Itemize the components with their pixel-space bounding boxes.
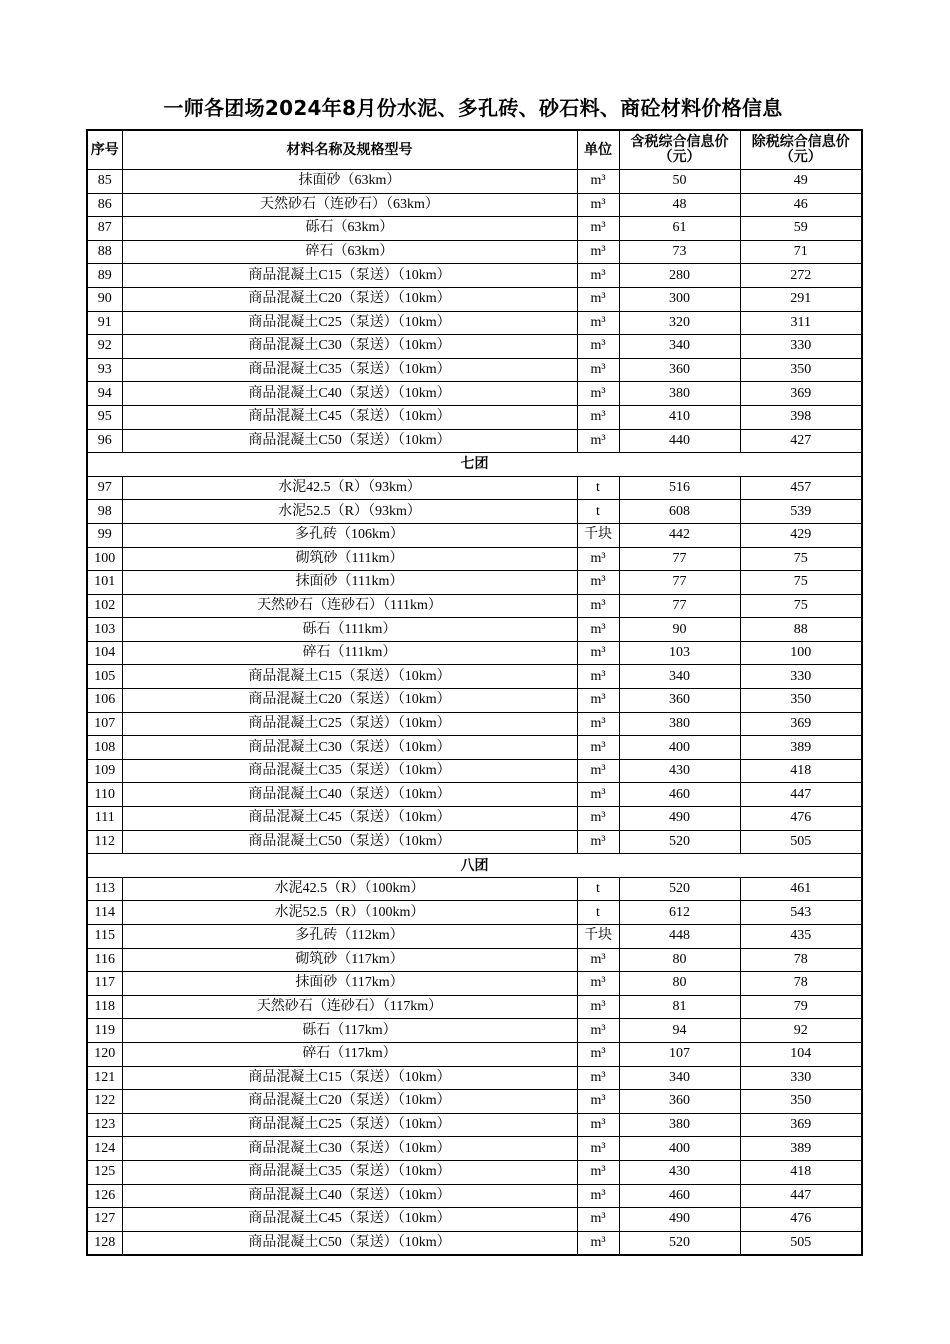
section-row [87, 854, 862, 878]
cell-tax-incl: 608 [619, 500, 740, 524]
cell-seq: 85 [87, 170, 122, 194]
table-row [87, 170, 862, 194]
cell-tax-incl: 380 [619, 712, 740, 736]
cell-unit: m³ [577, 217, 619, 241]
cell-tax-excl: 75 [740, 594, 862, 618]
cell-tax-excl: 350 [740, 358, 862, 382]
cell-seq: 106 [87, 689, 122, 713]
cell-name: 商品混凝土C30（泵送）（10km） [122, 1137, 577, 1161]
cell-name: 抹面砂（63km） [122, 170, 577, 194]
cell-tax-incl: 430 [619, 759, 740, 783]
cell-name: 碎石（63km） [122, 240, 577, 264]
cell-unit: m³ [577, 1231, 619, 1255]
cell-name: 商品混凝土C50（泵送）（10km） [122, 429, 577, 453]
cell-tax-excl: 398 [740, 405, 862, 429]
table-row [87, 311, 862, 335]
cell-tax-excl: 461 [740, 877, 862, 901]
cell-unit: m³ [577, 665, 619, 689]
cell-tax-incl: 50 [619, 170, 740, 194]
table-row [87, 736, 862, 760]
cell-seq: 104 [87, 641, 122, 665]
cell-name: 商品混凝土C40（泵送）（10km） [122, 783, 577, 807]
cell-tax-excl: 88 [740, 618, 862, 642]
cell-tax-excl: 330 [740, 665, 862, 689]
table-row [87, 1160, 862, 1184]
cell-name: 商品混凝土C25（泵送）（10km） [122, 311, 577, 335]
section-row [87, 453, 862, 477]
cell-name: 多孔砖（106km） [122, 523, 577, 547]
cell-name: 砾石（111km） [122, 618, 577, 642]
cell-tax-incl: 360 [619, 358, 740, 382]
cell-name: 碎石（111km） [122, 641, 577, 665]
cell-tax-incl: 94 [619, 1019, 740, 1043]
cell-seq: 101 [87, 571, 122, 595]
cell-seq: 89 [87, 264, 122, 288]
cell-tax-incl: 360 [619, 689, 740, 713]
table-row [87, 877, 862, 901]
table-row [87, 1137, 862, 1161]
cell-name: 多孔砖（112km） [122, 925, 577, 949]
cell-unit: m³ [577, 240, 619, 264]
cell-tax-excl: 369 [740, 1113, 862, 1137]
cell-unit: m³ [577, 689, 619, 713]
cell-tax-incl: 612 [619, 901, 740, 925]
cell-tax-excl: 59 [740, 217, 862, 241]
cell-name: 抹面砂（111km） [122, 571, 577, 595]
cell-name: 商品混凝土C25（泵送）（10km） [122, 712, 577, 736]
cell-tax-incl: 430 [619, 1160, 740, 1184]
cell-seq: 93 [87, 358, 122, 382]
header-unit: 单位 [577, 130, 619, 170]
table-row [87, 1184, 862, 1208]
cell-name: 砾石（117km） [122, 1019, 577, 1043]
cell-seq: 87 [87, 217, 122, 241]
cell-tax-incl: 490 [619, 807, 740, 831]
cell-tax-excl: 505 [740, 830, 862, 854]
cell-name: 砌筑砂（117km） [122, 948, 577, 972]
table-row [87, 1113, 862, 1137]
section-title: 七团 [87, 453, 862, 477]
cell-name: 商品混凝土C20（泵送）（10km） [122, 1090, 577, 1114]
cell-name: 商品混凝土C35（泵送）（10km） [122, 759, 577, 783]
cell-tax-incl: 400 [619, 736, 740, 760]
cell-tax-excl: 457 [740, 476, 862, 500]
cell-tax-incl: 520 [619, 830, 740, 854]
table-row [87, 712, 862, 736]
price-table [86, 129, 863, 1256]
cell-tax-incl: 460 [619, 1184, 740, 1208]
cell-tax-excl: 78 [740, 972, 862, 996]
cell-tax-excl: 291 [740, 287, 862, 311]
cell-name: 商品混凝土C45（泵送）（10km） [122, 405, 577, 429]
table-row [87, 830, 862, 854]
header-name: 材料名称及规格型号 [122, 130, 577, 170]
cell-tax-incl: 440 [619, 429, 740, 453]
cell-seq: 94 [87, 382, 122, 406]
cell-tax-incl: 77 [619, 571, 740, 595]
cell-tax-incl: 340 [619, 1066, 740, 1090]
cell-tax-incl: 460 [619, 783, 740, 807]
cell-name: 商品混凝土C40（泵送）（10km） [122, 1184, 577, 1208]
cell-seq: 86 [87, 193, 122, 217]
cell-tax-excl: 46 [740, 193, 862, 217]
table-row [87, 948, 862, 972]
cell-seq: 122 [87, 1090, 122, 1114]
cell-seq: 99 [87, 523, 122, 547]
cell-tax-excl: 435 [740, 925, 862, 949]
cell-tax-incl: 516 [619, 476, 740, 500]
cell-seq: 112 [87, 830, 122, 854]
cell-tax-excl: 543 [740, 901, 862, 925]
cell-seq: 115 [87, 925, 122, 949]
cell-seq: 114 [87, 901, 122, 925]
cell-name: 商品混凝土C35（泵送）（10km） [122, 358, 577, 382]
table-header-row [87, 130, 862, 170]
table-row [87, 972, 862, 996]
cell-tax-excl: 350 [740, 1090, 862, 1114]
cell-tax-excl: 418 [740, 759, 862, 783]
cell-tax-incl: 80 [619, 948, 740, 972]
cell-name: 天然砂石（连砂石）（63km） [122, 193, 577, 217]
cell-tax-excl: 369 [740, 712, 862, 736]
cell-tax-excl: 476 [740, 1208, 862, 1232]
table-row [87, 335, 862, 359]
cell-tax-incl: 340 [619, 335, 740, 359]
table-row [87, 1090, 862, 1114]
cell-tax-excl: 272 [740, 264, 862, 288]
table-row [87, 193, 862, 217]
table-row [87, 689, 862, 713]
table-row [87, 901, 862, 925]
cell-unit: m³ [577, 264, 619, 288]
cell-tax-incl: 107 [619, 1042, 740, 1066]
cell-seq: 123 [87, 1113, 122, 1137]
cell-seq: 105 [87, 665, 122, 689]
cell-unit: m³ [577, 618, 619, 642]
section-title: 八团 [87, 854, 862, 878]
cell-seq: 88 [87, 240, 122, 264]
table-row [87, 500, 862, 524]
cell-tax-excl: 418 [740, 1160, 862, 1184]
cell-seq: 100 [87, 547, 122, 571]
table-row [87, 217, 862, 241]
cell-unit: m³ [577, 807, 619, 831]
table-row [87, 1042, 862, 1066]
cell-tax-excl: 78 [740, 948, 862, 972]
cell-seq: 91 [87, 311, 122, 335]
cell-unit: m³ [577, 948, 619, 972]
cell-tax-excl: 330 [740, 1066, 862, 1090]
cell-seq: 113 [87, 877, 122, 901]
cell-seq: 95 [87, 405, 122, 429]
cell-seq: 120 [87, 1042, 122, 1066]
cell-tax-excl: 75 [740, 571, 862, 595]
cell-unit: m³ [577, 335, 619, 359]
cell-unit: m³ [577, 783, 619, 807]
cell-unit: m³ [577, 193, 619, 217]
cell-tax-incl: 280 [619, 264, 740, 288]
cell-unit: m³ [577, 736, 619, 760]
table-row [87, 571, 862, 595]
cell-name: 碎石（117km） [122, 1042, 577, 1066]
cell-name: 商品混凝土C20（泵送）（10km） [122, 689, 577, 713]
cell-seq: 109 [87, 759, 122, 783]
cell-unit: m³ [577, 1113, 619, 1137]
cell-unit: m³ [577, 830, 619, 854]
cell-name: 商品混凝土C15（泵送）（10km） [122, 665, 577, 689]
cell-name: 水泥42.5（R）（100km） [122, 877, 577, 901]
cell-name: 水泥52.5（R）（100km） [122, 901, 577, 925]
cell-seq: 96 [87, 429, 122, 453]
cell-name: 抹面砂（117km） [122, 972, 577, 996]
cell-name: 商品混凝土C40（泵送）（10km） [122, 382, 577, 406]
cell-tax-incl: 320 [619, 311, 740, 335]
cell-name: 天然砂石（连砂石）（117km） [122, 995, 577, 1019]
table-row [87, 759, 862, 783]
cell-tax-excl: 369 [740, 382, 862, 406]
cell-tax-excl: 71 [740, 240, 862, 264]
cell-seq: 92 [87, 335, 122, 359]
cell-unit: m³ [577, 1160, 619, 1184]
cell-tax-incl: 80 [619, 972, 740, 996]
cell-tax-excl: 427 [740, 429, 862, 453]
cell-tax-excl: 350 [740, 689, 862, 713]
cell-seq: 110 [87, 783, 122, 807]
cell-tax-excl: 539 [740, 500, 862, 524]
cell-name: 商品混凝土C15（泵送）（10km） [122, 1066, 577, 1090]
cell-tax-excl: 49 [740, 170, 862, 194]
cell-unit: m³ [577, 382, 619, 406]
table-row [87, 1019, 862, 1043]
cell-tax-excl: 389 [740, 1137, 862, 1161]
cell-name: 水泥52.5（R）（93km） [122, 500, 577, 524]
cell-name: 商品混凝土C30（泵送）（10km） [122, 736, 577, 760]
cell-tax-incl: 520 [619, 1231, 740, 1255]
cell-seq: 98 [87, 500, 122, 524]
cell-seq: 90 [87, 287, 122, 311]
cell-name: 商品混凝土C50（泵送）（10km） [122, 830, 577, 854]
table-row [87, 405, 862, 429]
cell-tax-incl: 410 [619, 405, 740, 429]
cell-name: 商品混凝土C45（泵送）（10km） [122, 807, 577, 831]
cell-tax-incl: 380 [619, 382, 740, 406]
cell-tax-incl: 442 [619, 523, 740, 547]
table-row [87, 476, 862, 500]
cell-tax-incl: 520 [619, 877, 740, 901]
cell-unit: m³ [577, 712, 619, 736]
table-row [87, 1066, 862, 1090]
cell-unit: m³ [577, 1184, 619, 1208]
cell-unit: m³ [577, 1042, 619, 1066]
cell-seq: 111 [87, 807, 122, 831]
cell-name: 商品混凝土C45（泵送）（10km） [122, 1208, 577, 1232]
cell-seq: 97 [87, 476, 122, 500]
cell-tax-excl: 104 [740, 1042, 862, 1066]
cell-unit: m³ [577, 170, 619, 194]
table-row [87, 641, 862, 665]
cell-tax-excl: 75 [740, 547, 862, 571]
cell-unit: m³ [577, 311, 619, 335]
cell-seq: 118 [87, 995, 122, 1019]
cell-tax-excl: 447 [740, 1184, 862, 1208]
cell-seq: 119 [87, 1019, 122, 1043]
cell-tax-incl: 61 [619, 217, 740, 241]
cell-name: 水泥42.5（R）（93km） [122, 476, 577, 500]
cell-tax-incl: 73 [619, 240, 740, 264]
table-body [87, 170, 862, 1256]
cell-name: 商品混凝土C30（泵送）（10km） [122, 335, 577, 359]
cell-tax-excl: 429 [740, 523, 862, 547]
cell-tax-incl: 400 [619, 1137, 740, 1161]
table-row [87, 995, 862, 1019]
cell-seq: 124 [87, 1137, 122, 1161]
cell-seq: 116 [87, 948, 122, 972]
cell-unit: m³ [577, 1066, 619, 1090]
cell-seq: 107 [87, 712, 122, 736]
cell-unit: m³ [577, 571, 619, 595]
table-row [87, 1231, 862, 1255]
cell-unit: m³ [577, 287, 619, 311]
header-tax-excl: 除税综合信息价（元） [740, 130, 862, 170]
cell-unit: t [577, 877, 619, 901]
table-row [87, 618, 862, 642]
cell-tax-incl: 81 [619, 995, 740, 1019]
cell-unit: 千块 [577, 523, 619, 547]
cell-name: 商品混凝土C20（泵送）（10km） [122, 287, 577, 311]
header-seq: 序号 [87, 130, 122, 170]
cell-name: 天然砂石（连砂石）（111km） [122, 594, 577, 618]
cell-unit: t [577, 901, 619, 925]
cell-tax-excl: 330 [740, 335, 862, 359]
cell-tax-incl: 490 [619, 1208, 740, 1232]
cell-unit: m³ [577, 641, 619, 665]
cell-seq: 125 [87, 1160, 122, 1184]
table-row [87, 547, 862, 571]
cell-unit: m³ [577, 429, 619, 453]
cell-tax-excl: 389 [740, 736, 862, 760]
cell-unit: t [577, 500, 619, 524]
cell-seq: 128 [87, 1231, 122, 1255]
cell-tax-incl: 448 [619, 925, 740, 949]
table-row [87, 264, 862, 288]
cell-unit: m³ [577, 547, 619, 571]
cell-name: 商品混凝土C15（泵送）（10km） [122, 264, 577, 288]
cell-seq: 117 [87, 972, 122, 996]
cell-unit: m³ [577, 995, 619, 1019]
cell-seq: 127 [87, 1208, 122, 1232]
cell-unit: m³ [577, 1090, 619, 1114]
cell-unit: m³ [577, 594, 619, 618]
cell-tax-excl: 100 [740, 641, 862, 665]
cell-unit: m³ [577, 358, 619, 382]
cell-tax-incl: 90 [619, 618, 740, 642]
cell-unit: m³ [577, 1208, 619, 1232]
cell-seq: 121 [87, 1066, 122, 1090]
table-row [87, 382, 862, 406]
table-row [87, 429, 862, 453]
table-row [87, 287, 862, 311]
table-row [87, 925, 862, 949]
cell-name: 商品混凝土C25（泵送）（10km） [122, 1113, 577, 1137]
cell-unit: m³ [577, 759, 619, 783]
cell-tax-excl: 311 [740, 311, 862, 335]
cell-unit: m³ [577, 1019, 619, 1043]
cell-tax-incl: 103 [619, 641, 740, 665]
cell-tax-incl: 77 [619, 547, 740, 571]
cell-unit: m³ [577, 1137, 619, 1161]
cell-seq: 103 [87, 618, 122, 642]
cell-seq: 108 [87, 736, 122, 760]
page-title: 一师各团场2024年8月份水泥、多孔砖、砂石料、商砼材料价格信息 [163, 96, 783, 120]
cell-tax-incl: 380 [619, 1113, 740, 1137]
cell-name: 砾石（63km） [122, 217, 577, 241]
table-row [87, 783, 862, 807]
cell-tax-excl: 476 [740, 807, 862, 831]
cell-tax-incl: 77 [619, 594, 740, 618]
cell-tax-excl: 505 [740, 1231, 862, 1255]
header-tax-incl: 含税综合信息价（元） [619, 130, 740, 170]
cell-tax-incl: 360 [619, 1090, 740, 1114]
cell-tax-incl: 340 [619, 665, 740, 689]
cell-seq: 102 [87, 594, 122, 618]
table-row [87, 594, 862, 618]
table-row [87, 358, 862, 382]
cell-tax-incl: 300 [619, 287, 740, 311]
cell-seq: 126 [87, 1184, 122, 1208]
cell-unit: t [577, 476, 619, 500]
table-row [87, 665, 862, 689]
table-row [87, 523, 862, 547]
cell-tax-excl: 79 [740, 995, 862, 1019]
cell-name: 砌筑砂（111km） [122, 547, 577, 571]
cell-tax-excl: 447 [740, 783, 862, 807]
cell-name: 商品混凝土C50（泵送）（10km） [122, 1231, 577, 1255]
cell-tax-incl: 48 [619, 193, 740, 217]
cell-unit: m³ [577, 405, 619, 429]
table-row [87, 807, 862, 831]
cell-name: 商品混凝土C35（泵送）（10km） [122, 1160, 577, 1184]
table-row [87, 240, 862, 264]
table-row [87, 1208, 862, 1232]
cell-unit: 千块 [577, 925, 619, 949]
cell-tax-excl: 92 [740, 1019, 862, 1043]
cell-unit: m³ [577, 972, 619, 996]
